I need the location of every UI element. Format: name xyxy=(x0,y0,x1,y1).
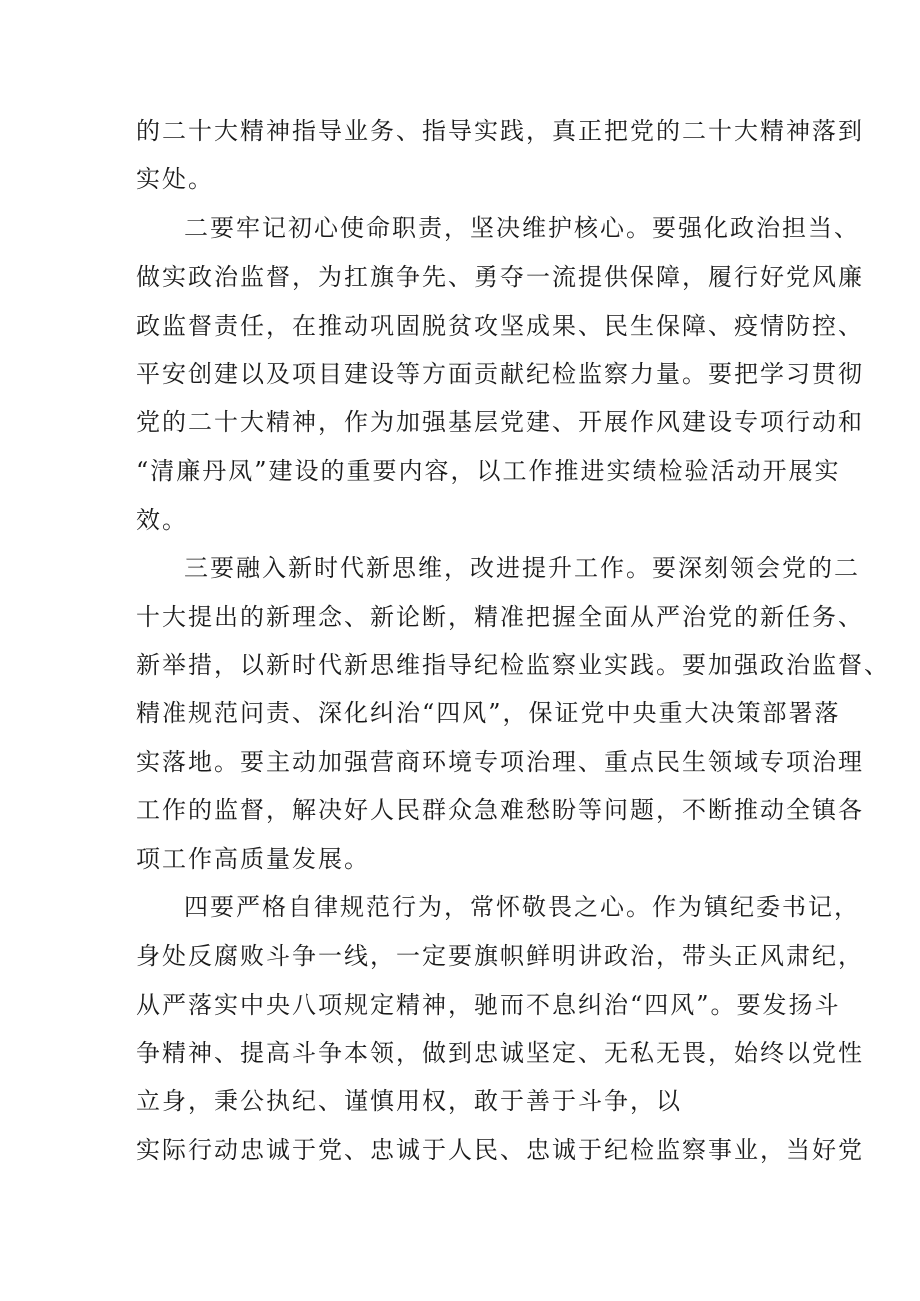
text-line: 平安创建以及项目建设等方面贡献纪检监察力量。要把学习贯彻 xyxy=(136,360,864,388)
text-line: “清廉丹凤”建设的重要内容，以工作推进实绩检验活动开展实 xyxy=(136,457,841,485)
text-line: 工作的监督，解决好人民群众急难愁盼等问题，不断推动全镇各 xyxy=(136,796,864,824)
text-line: 十大提出的新理念、新论断，精准把握全面从严治党的新任务、 xyxy=(136,603,864,631)
text-line: 实际行动忠诚于党、忠诚于人民、忠诚于纪检监察事业，当好党 xyxy=(136,1136,864,1164)
text-line: 政监督责任，在推动巩固脱贫攻坚成果、民生保障、疫情防控、 xyxy=(136,312,864,340)
text-line: 争精神、提高斗争本领，做到忠诚坚定、无私无畏，始终以党性 xyxy=(136,1039,864,1067)
paragraph-start-line: 二要牢记初心使命职责，坚决维护核心。要强化政治担当、 xyxy=(184,214,860,242)
text-line: 从严落实中央八项规定精神，驰而不息纠治“四风”。要发扬斗 xyxy=(136,991,841,1019)
paragraph-start-line: 四要严格自律规范行为，常怀敬畏之心。作为镇纪委书记， xyxy=(184,893,860,921)
text-line: 党的二十大精神，作为加强基层党建、开展作风建设专项行动和 xyxy=(136,408,864,436)
text-line: 精准规范问责、深化纠治“四风”，保证党中央重大决策部署落 xyxy=(136,699,841,727)
text-line: 实落地。要主动加强营商环境专项治理、重点民生领域专项治理 xyxy=(136,748,864,776)
text-line: 做实政治监督，为扛旗争先、勇夺一流提供保障，履行好党风廉 xyxy=(136,263,864,291)
text-line: 实处。 xyxy=(136,165,214,193)
text-line: 项工作高质量发展。 xyxy=(136,845,370,873)
text-line: 身处反腐败斗争一线，一定要旗帜鲜明讲政治，带头正风肃纪， xyxy=(136,942,864,970)
text-line: 效。 xyxy=(136,506,188,534)
text-line: 的二十大精神指导业务、指导实践，真正把党的二十大精神落到 xyxy=(136,117,864,145)
text-line: 立身，秉公执纪、谨慎用权，敢于善于斗争，以 xyxy=(136,1087,682,1115)
text-line: 新举措，以新时代新思维指导纪检监察业实践。要加强政治监督、 xyxy=(136,651,890,679)
paragraph-start-line: 三要融入新时代新思维，改进提升工作。要深刻领会党的二 xyxy=(184,554,860,582)
